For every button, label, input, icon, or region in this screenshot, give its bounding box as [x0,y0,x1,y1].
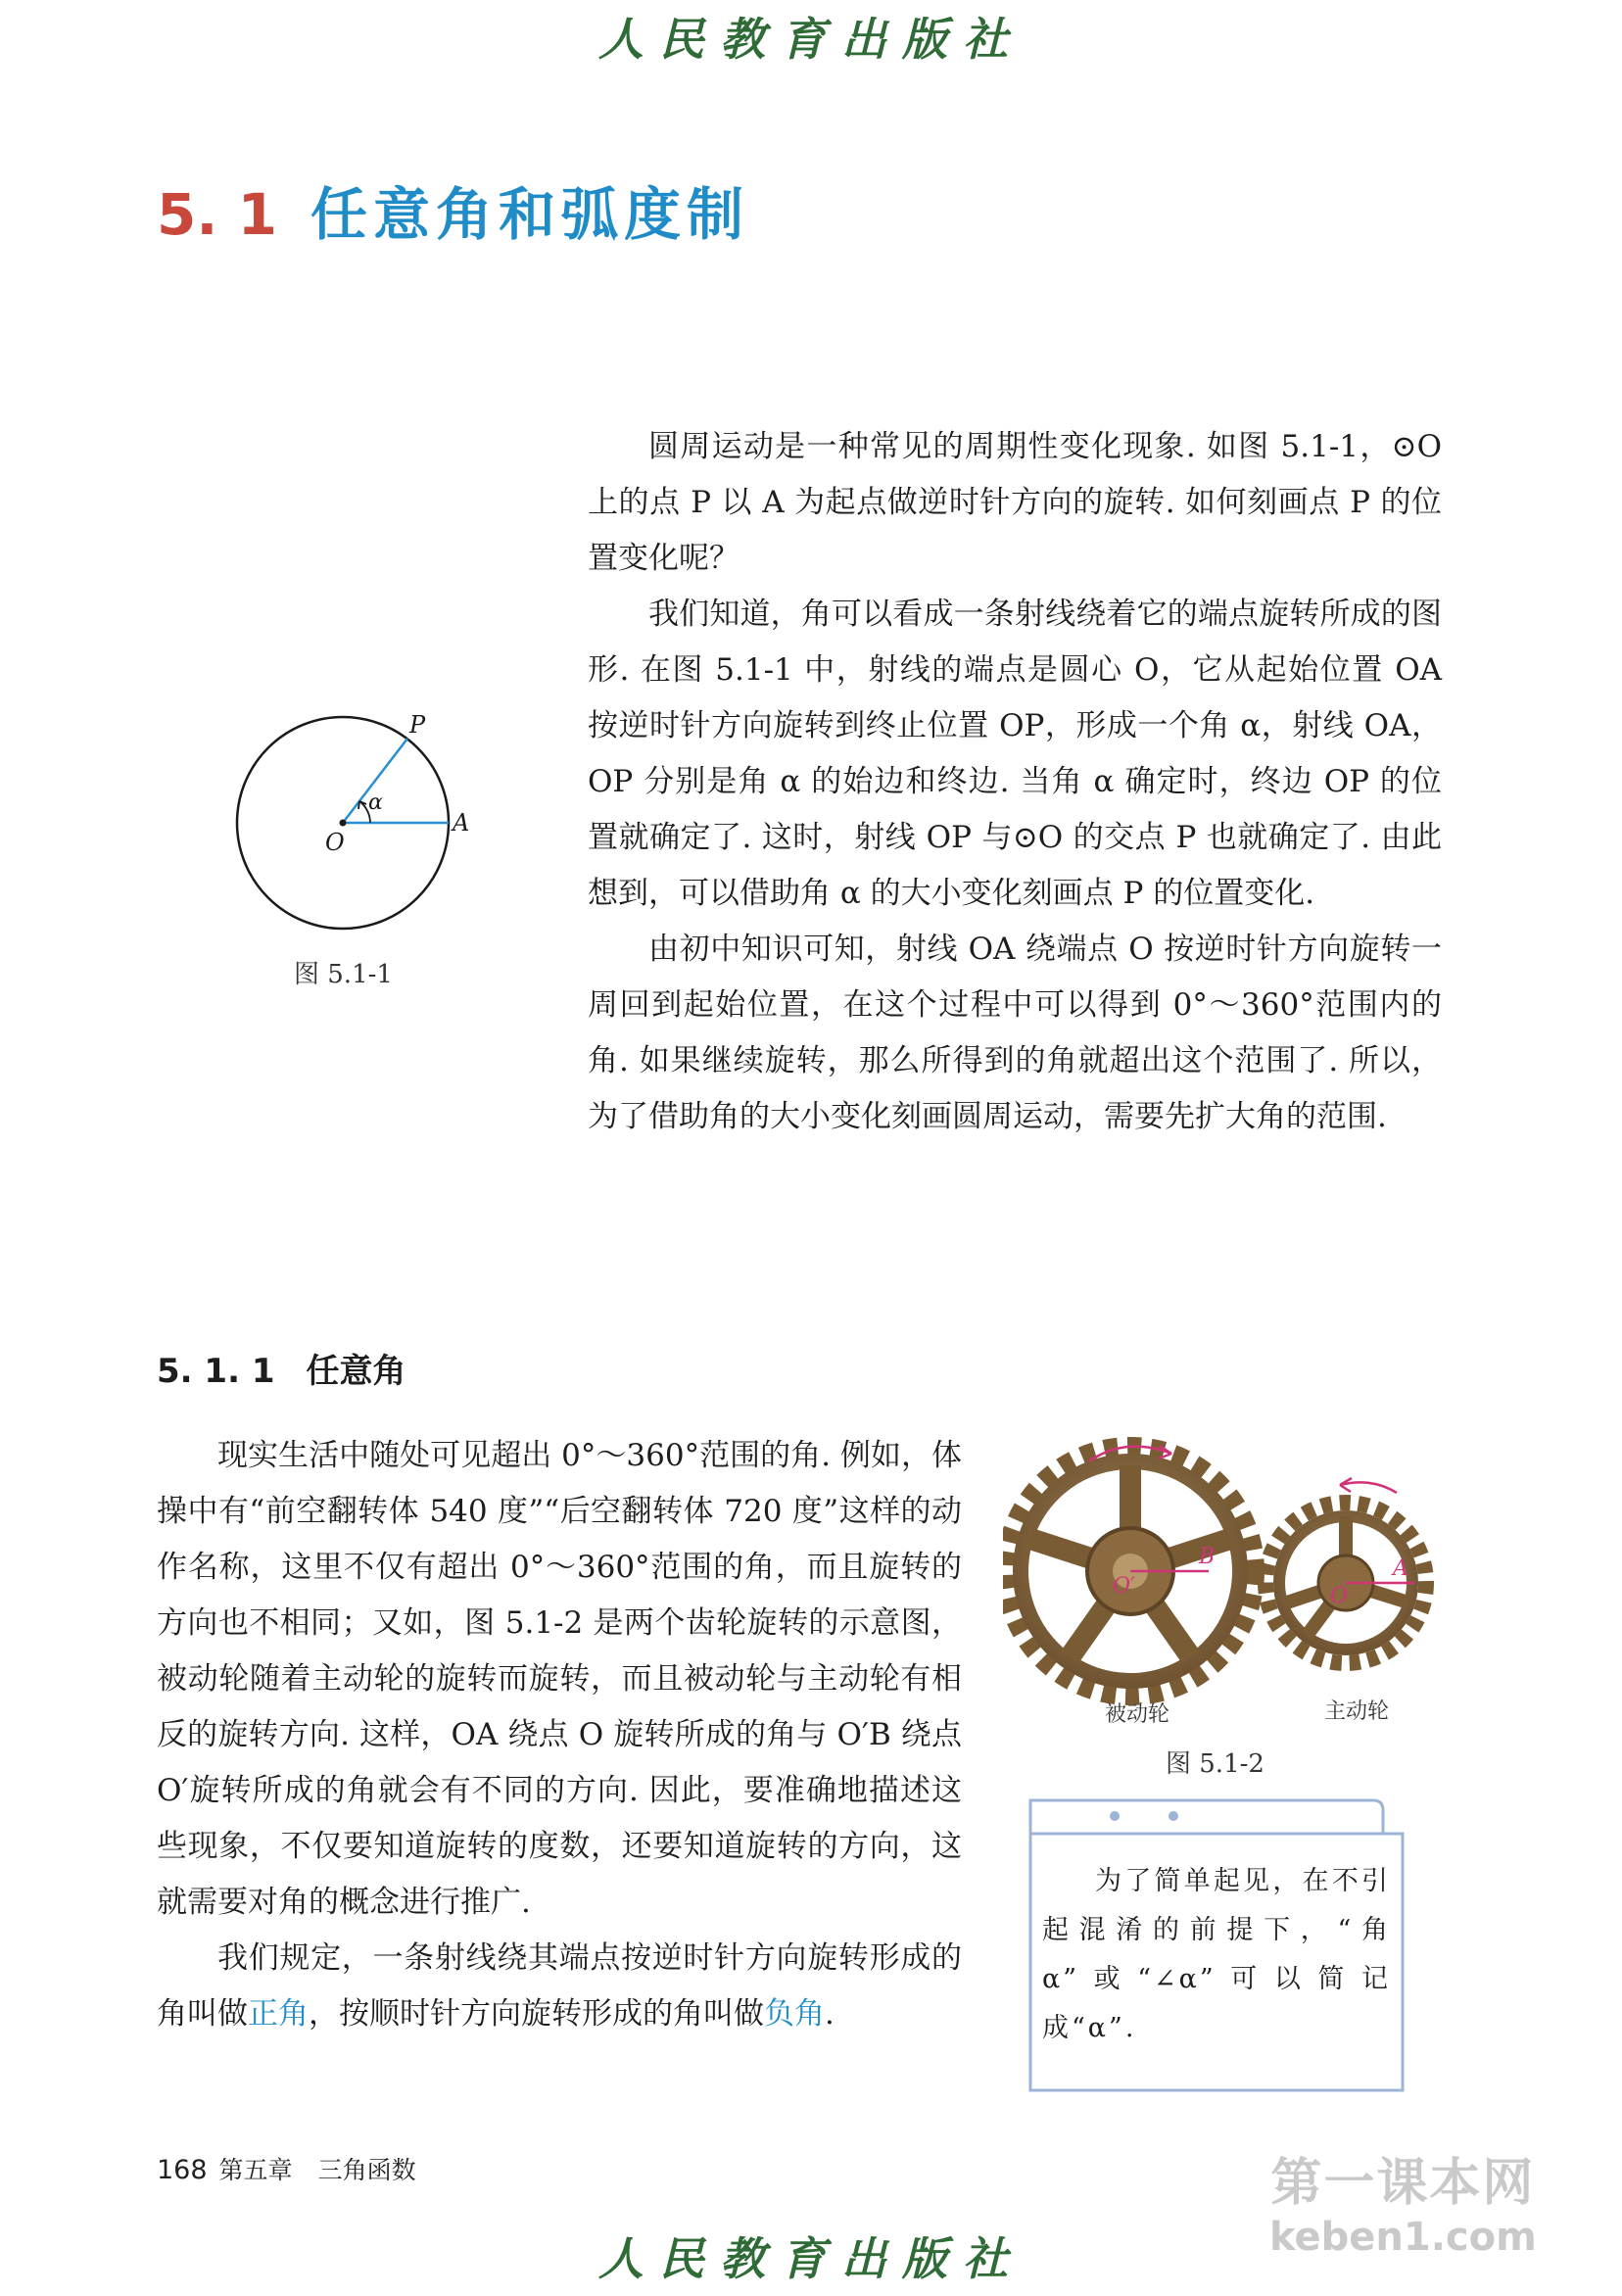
label-o: O [325,829,345,856]
watermark-url: keben1.com [1269,2215,1537,2260]
intro-paragraph-3: 由初中知识可知，射线 OA 绕端点 O 按逆时针方向旋转一周回到起始位置，在这个过程中可以得到 0°～360°范围内的角. 如果继续旋转，那么所得到的角就超出这个范围了. 所以，为了借助角的大小变化刻画圆周运动，需要先扩大角的范围. [588,932,1442,1134]
body-text [157,1428,962,2042]
figure-gears [1003,1426,1444,1710]
label-o-gear: O [1330,1584,1349,1608]
figure2-caption: 图 5.1-2 [1166,1749,1264,1779]
intro-paragraph-2: 我们知道，角可以看成一条射线绕着它的端点旋转所成的图形. 在图 5.1-1 中，射线的端点是圆心 O，它从起始位置 OA 按逆时针方向旋转到终止位置 OP，形成一个角 α，射线 OA，OP 分别是角 α 的始边和终边. 当角 α 确定时，终边 OP 的位置就确定了. 这时，射线 OP 与⊙O 的交点 P 也就确定了. 由此想到，可以借助角 α 的大小变化刻画点 P 的位置变化. [588,597,1442,911]
definition-text-middle: ，按顺时针方向旋转形成的角叫做 [309,1996,764,2032]
figure-circle-diagram [225,703,500,968]
definition-text-before: 我们规定，一条射线绕其端点按逆时针方向旋转形成的角叫做 [157,1940,962,2032]
definition-text-after: . [825,1996,835,2032]
note-hole-icon [1169,1811,1178,1821]
term-positive-angle: 正角 [248,1996,309,2032]
subsection-heading [157,1344,406,1392]
body-paragraph-1: 现实生活中随处可见超出 0°～360°范围的角. 例如，体操中有“前空翻转体 540 度”“后空翻转体 720 度”这样的动作名称，这里不仅有超出 0°～360°范围的角，而且旋转的方向也不相同；又如，图 5.1-2 是两个齿轮旋转的示意图，被动轮随着主动轮的旋转而旋转，而且被动轮与主动轮有相反的旋转方向. 这样，OA 绕点 O 旋转所成的角与 O′B 绕点 O′旋转所成的角就会有不同的方向. 因此，要准确地描述这些现象，不仅要知道旋转的度数，还要知道旋转的方向，这就需要对角的概念进行推广. [157,1438,962,1920]
section-title: 任意角和弧度制 [310,181,749,248]
intro-paragraph-1: 圆周运动是一种常见的周期性变化现象. 如图 5.1-1，⊙O 上的点 P 以 A 为起点做逆时针方向的旋转. 如何刻画点 P 的位置变化呢？ [588,429,1442,576]
publisher-header: 人民教育出版社 [598,13,1024,66]
chapter-label: 第五章 [218,2156,293,2184]
figure1-caption: 图 5.1-1 [294,960,393,989]
label-alpha: α [368,790,383,815]
label-p: P [409,711,426,739]
term-negative-angle: 负角 [764,1996,825,2032]
label-a-gear: A [1393,1556,1408,1581]
counterclockwise-arrowhead-icon [1340,1478,1352,1492]
watermark-text: 第一课本网 [1270,2154,1536,2213]
section-heading [157,168,749,251]
subsection-number: 5. 1. 1 [157,1352,275,1391]
note-text: 为了简单起见，在不引起混淆的前提下，“角α”或“∠α”可以简记成“α”. [1042,1866,1391,2043]
label-o-prime: O′ [1113,1574,1136,1599]
page-footer [157,2151,416,2186]
section-number: 5. 1 [157,181,277,248]
driven-gear-label: 被动轮 [1105,1702,1170,1727]
label-a: A [453,809,470,837]
publisher-footer: 人民教育出版社 [598,2232,1024,2285]
label-b: B [1199,1545,1216,1569]
page-number: 168 [157,2155,208,2185]
intro-text [588,419,1442,1145]
note-hole-icon [1110,1811,1120,1821]
driving-gear-label: 主动轮 [1324,1699,1390,1724]
center-point [340,820,347,827]
chapter-title: 三角函数 [317,2156,416,2184]
subsection-title: 任意角 [306,1352,406,1391]
body-paragraph-2 [157,1931,962,2042]
